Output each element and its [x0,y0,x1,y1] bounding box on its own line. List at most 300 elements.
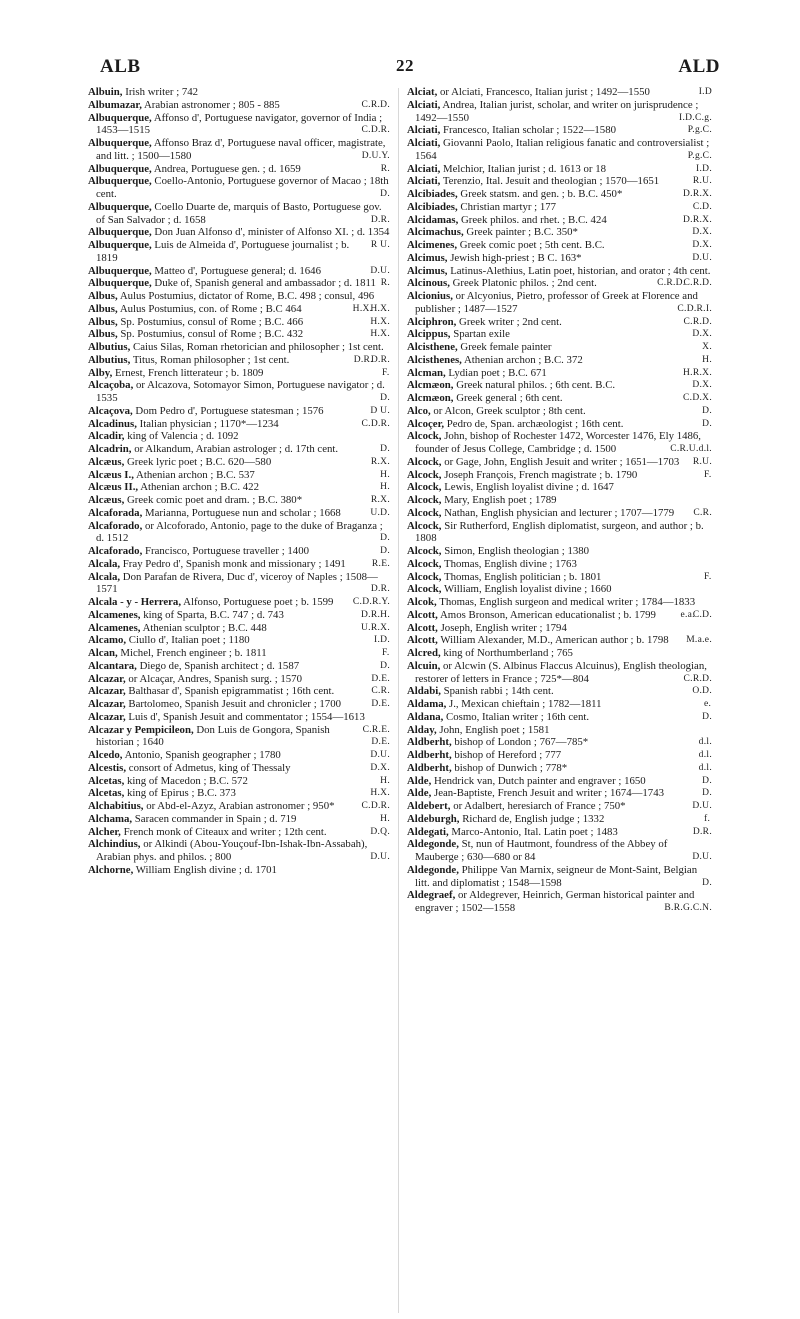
entry-description: Athenian archon ; B.C. 422 [140,481,259,494]
dictionary-entry [88,469,390,482]
entry-description: Alfonso, Portuguese poet ; b. 1599 [183,596,334,608]
entry-source-codes: R.X. [370,495,390,505]
entry-headword: Alcala, [88,557,121,570]
entry-description: Christian martyr ; 177 [460,200,557,213]
entry-headword: Alcibiades, [407,200,458,213]
entry-description: or Alcyonius, Pietro, professor of Greek at Florence and publisher ; 1487—1527 [415,290,698,315]
dictionary-entry [88,316,390,329]
entry-source-codes: D.R. [370,354,390,365]
entry-source-codes: D. [702,405,712,416]
dictionary-entry [88,673,390,686]
entry-headword: Albuquerque, [88,277,152,290]
entry-source-codes: D.X. [692,329,712,340]
entry-source-codes: F. [704,571,712,582]
entry-source-codes: D. [380,393,390,403]
dictionary-entry [407,328,712,341]
dictionary-entry [407,239,712,252]
entry-source-codes: R. [380,163,390,174]
entry-source-codes: H.R.X. [683,367,712,378]
entry-source-codes: H.X. [370,788,390,799]
dictionary-entry [407,864,712,890]
entry-source-codes: D.X. [692,227,712,238]
entry-headword: Alcisthenes, [407,353,462,366]
dictionary-entry [88,647,390,660]
entry-headword: Albus, [88,315,118,328]
entry-source-codes: D.U. [370,750,390,760]
entry-description: Arabian astronomer ; 805 - 885 [144,98,280,111]
entry-headword: Alcantara, [88,659,137,672]
entry-headword: Alcimus, [407,251,448,264]
entry-description: Melchior, Italian jurist ; d. 1613 or 18 [443,162,606,175]
entry-source-codes: C.R. [371,686,390,697]
entry-headword: Alcott, [407,608,438,621]
entry-description: Greek natural philos. ; 6th cent. B.C. [456,379,616,392]
entry-headword: Alcock, [407,557,442,570]
dictionary-entry [88,443,390,456]
dictionary-entry [407,316,712,329]
entry-description: king of Epirus ; B.C. 373 [126,787,236,800]
entry-headword: Alcala - y - Herrera, [88,596,182,608]
entry-headword: Albuquerque, [88,162,152,175]
entry-description: Don Parafan de Rivera, Duc d', viceroy of Naples ; 1508—1571 [96,570,378,596]
entry-source-codes: D. [380,660,390,671]
dictionary-entry [88,864,390,877]
right-column [407,86,712,1311]
dictionary-entry [88,265,390,278]
entry-headword: Aldberht, [407,761,452,774]
entry-source-codes: X. [702,342,712,352]
entry-description: or Alciati, Francesco, Italian jurist ; 1492—1550 [440,86,650,98]
entry-source-codes: O.D. [692,686,712,697]
dictionary-entry [88,99,390,112]
dictionary-entry [407,647,712,660]
dictionary-entry [407,405,712,418]
entry-headword: Alchorne, [88,863,134,876]
entry-description: Athenian archon ; B.C. 537 [136,468,255,481]
entry-description: Affonso Braz d', Portuguese naval officer, magistrate, and litt. ; 1500—1580 [96,137,386,162]
entry-headword: Aldana, [407,710,444,723]
dictionary-entry [407,392,712,405]
dictionary-entry [407,456,712,469]
entry-source-codes: H.X. [370,329,390,340]
dictionary-entry [88,86,390,99]
dictionary-entry [407,800,712,813]
header-first-guide-word: ALB [100,56,141,77]
entry-description: Matteo d', Portuguese general; d. 1646 [154,264,321,277]
entry-source-codes: e. [704,699,712,709]
dictionary-entry [88,634,390,647]
entry-headword: Alchabitius, [88,800,144,812]
entry-headword: Alcimus, [407,264,448,277]
entry-headword: Alcott, [407,621,438,634]
entry-description: Greek philos. and rhet. ; B.C. 424 [461,213,607,226]
dictionary-entry [407,137,712,163]
entry-description: Hendrick van, Dutch painter and engraver ; 1650 [434,774,646,787]
entry-description: Latinus-Alethius, Latin poet, historian, and orator ; 4th cent. [450,264,711,277]
dictionary-entry [407,188,712,201]
entry-description: Joseph, English writer ; 1794 [440,621,567,634]
dictionary-entry [407,609,712,622]
entry-headword: Alcazar y Pempicileon, [88,723,194,736]
entry-source-codes: e.a. [680,609,695,620]
entry-headword: Alcamo, [88,634,127,647]
entry-headword: Alcuin, [407,659,441,672]
entry-description: Spanish rabbi ; 14th cent. [443,685,554,698]
entry-headword: Alciati, [407,98,441,111]
entry-headword: Alcisthene, [407,341,458,353]
entry-description: Andrea, Portuguese gen. ; d. 1659 [153,162,301,175]
dictionary-entry [407,175,712,188]
dictionary-entry [407,290,712,316]
dictionary-entry [88,775,390,788]
dictionary-entry [88,762,390,775]
entry-headword: Alcock, [407,570,442,583]
entry-headword: Alde, [407,787,432,800]
entry-headword: Aldeburgh, [407,812,460,825]
entry-headword: Aldegonde, [407,838,459,851]
entry-headword: Alcmæon, [407,379,454,392]
entry-description: Spartan exile [453,328,510,341]
entry-headword: Alciati, [407,162,441,175]
entry-source-codes: d.l. [698,750,712,760]
dictionary-entry [407,571,712,584]
dictionary-entry [407,724,712,737]
entry-headword: Alcoçer, [407,417,445,430]
entry-headword: Aldberht, [407,736,452,749]
entry-description: Don Luis de Gongora, Spanish historian ; 1640 [96,723,330,749]
entry-source-codes: H. [380,482,390,493]
entry-source-codes: D. [702,418,712,429]
header-last-guide-word: ALD [678,56,720,77]
entry-description: Cosmo, Italian writer ; 16th cent. [446,710,590,723]
entry-source-codes: d.l. [698,762,712,773]
entry-headword: Alchama, [88,812,133,825]
entry-description: Amos Bronson, American educationalist ; b. 1799 [440,608,656,621]
entry-source-codes: U.R.X. [361,622,390,633]
column-divider [398,88,399,1313]
entry-source-codes: D. [702,788,712,799]
entry-source-codes: D.Q. [370,826,390,837]
entry-description: Greek comic poet ; 5th cent. B.C. [459,239,605,251]
entry-headword: Alcippus, [407,328,451,341]
entry-source-codes: C.D.R.I. [677,303,712,314]
dictionary-entry [88,430,390,443]
entry-source-codes: D.R. [370,584,390,595]
entry-description: Francisco, Portuguese traveller ; 1400 [144,545,309,557]
dictionary-entry [407,124,712,137]
entry-source-codes: C.R.D. [683,316,712,327]
dictionary-entry [88,328,390,341]
entry-source-codes: R U. [370,240,390,250]
entry-description: Michel, French engineer ; b. 1811 [120,647,267,659]
entry-headword: Alcimenes, [407,239,458,251]
entry-description: Italian physician ; 1170*—1234 [139,417,279,430]
entry-source-codes: D.E. [371,737,390,748]
dictionary-entry [88,800,390,813]
dictionary-entry [88,175,390,201]
entry-description: Mary, English poet ; 1789 [444,494,557,506]
entry-description: or Alkindi (Abou-Youçouf-Ibn-Ishak-Ibn-Assabah), Arabian phys. and philos. ; 800 [96,838,368,863]
entry-headword: Alcaçoba, [88,379,134,392]
entry-description: bishop of Dunwich ; 778* [454,761,568,774]
entry-headword: Alcionius, [407,290,453,302]
entry-source-codes: C.D.R.Y. [352,597,390,607]
entry-headword: Alcibiades, [407,188,458,200]
entry-source-codes: B.R.G.C.N. [664,903,712,913]
entry-headword: Alcamenes, [88,621,141,634]
entry-headword: Albuin, [88,86,123,98]
dictionary-entry [88,456,390,469]
entry-description: or Alcon, Greek sculptor ; 8th cent. [433,404,586,417]
entry-description: king of Northumberland ; 765 [443,647,573,659]
entry-description: Terenzio, Ital. Jesuit and theologian ; 1570—1651 [442,175,660,188]
entry-description: Thomas, English politician ; b. 1801 [444,570,602,583]
entry-source-codes: I.D [698,87,712,97]
dictionary-entry [88,545,390,558]
dictionary-entry [88,596,390,609]
dictionary-entry [407,367,712,380]
entry-headword: Alcmæon, [407,392,454,404]
entry-source-codes: C.D.R. [361,801,390,811]
entry-headword: Albumazar, [88,98,142,111]
dictionary-entry [88,622,390,635]
entry-description: Athenian archon ; B.C. 372 [464,353,583,366]
dictionary-entry [407,775,712,788]
entry-description: Affonso d', Portuguese navigator, governor of India ; 1453—1515 [96,111,383,137]
dictionary-entry [407,736,712,749]
entry-description: William, English loyalist divine ; 1660 [444,583,612,596]
running-header [90,56,720,80]
dictionary-entry [88,520,390,546]
entry-source-codes: D.U.Y. [361,150,390,161]
dictionary-entry [88,494,390,507]
entry-headword: Alcetas, [88,774,125,787]
page-number: 22 [396,56,414,75]
dictionary-entry [88,660,390,673]
entry-headword: Alciati, [407,124,441,137]
entry-description: Athenian sculptor ; B.C. 448 [142,621,267,634]
entry-source-codes: D.U. [370,265,390,276]
entry-headword: Alcazar, [88,698,126,710]
entry-source-codes: F. [382,367,390,378]
dictionary-entry [407,163,712,176]
entry-source-codes: I.D. [374,635,390,646]
entry-source-codes: I.D. [696,163,712,174]
entry-description: or Adalbert, heresiarch of France ; 750* [453,800,626,812]
entry-source-codes: M.a.e. [686,635,712,646]
entry-description: French monk of Citeaux and writer ; 12th cent. [123,825,327,838]
dictionary-entry [407,545,712,558]
dictionary-entry [407,826,712,839]
entry-headword: Alcidamas, [407,213,459,226]
entry-description: Diego de, Spanish architect ; d. 1587 [139,659,300,672]
dictionary-entry [407,214,712,227]
entry-headword: Aldegonde, [407,863,459,876]
entry-source-codes: C.R.D. [683,278,712,289]
dictionary-entry [88,813,390,826]
entry-description: Aulus Postumius, con. of Rome ; B.C 464 [119,302,302,315]
dictionary-entry [88,609,390,622]
entry-headword: Alcadir, [88,430,125,443]
dictionary-entry [407,558,712,571]
entry-headword: Albutius, [88,341,131,353]
entry-description: Richard de, English judge ; 1332 [462,812,605,825]
entry-headword: Albuquerque, [88,175,152,188]
entry-source-codes: D U. [370,405,390,416]
entry-source-codes: D.E. [371,699,390,709]
entry-source-codes: F. [704,469,712,480]
entry-headword: Alcazar, [88,685,126,698]
dictionary-entry [88,379,390,405]
entry-headword: Alcman, [407,366,446,379]
entry-description: Saracen commander in Spain ; d. 719 [134,812,297,825]
entry-headword: Alcock, [407,494,442,506]
entry-source-codes: D.X. [692,380,712,391]
entry-headword: Albuquerque, [88,264,152,277]
dictionary-entry [88,698,390,711]
dictionary-entry [88,749,390,762]
entry-description: Aulus Postumius, dictator of Rome, B.C. 498 ; consul, 496 [119,290,375,302]
dictionary-entry [407,634,712,647]
entry-headword: Albuquerque, [88,226,152,239]
entry-source-codes: D.R. [353,354,373,365]
entry-description: or Alcaçar, Andres, Spanish surg. ; 1570 [128,672,302,685]
entry-headword: Alcaforada, [88,506,143,519]
entry-description: Joseph François, French magistrate ; b. 1790 [444,468,638,481]
entry-headword: Alcan, [88,647,118,659]
entry-headword: Aldegati, [407,825,449,838]
entry-description: Coello-Antonio, Portuguese governor of Macao ; 18th cent. [96,175,389,200]
entry-description: Luis d', Spanish Jesuit and commentator ; 1554—1613 [128,710,365,723]
entry-source-codes: D.X. [692,240,712,250]
entry-description: or Alcazova, Sotomayor Simon, Portuguese navigator ; d. 1535 [96,379,385,404]
entry-description: Don Juan Alfonso d', minister of Alfonso XI. ; d. 1354 [154,226,390,239]
dictionary-entry [407,660,712,686]
entry-description: Marco-Antonio, Ital. Latin poet ; 1483 [451,825,618,838]
dictionary-entry [407,711,712,724]
entry-headword: Alcadrin, [88,443,132,455]
entry-headword: Albus, [88,328,118,341]
entry-source-codes: H.X. [352,303,373,314]
entry-headword: Alchindius, [88,838,141,851]
entry-headword: Alcaforado, [88,545,143,557]
dictionary-entry [407,838,712,864]
entry-description: William Alexander, M.D., American author ; b. 1798 [440,634,669,647]
entry-description: Antonio, Spanish geographer ; 1780 [124,749,281,761]
entry-source-codes: D.R. [692,826,712,837]
entry-source-codes: C.D. [692,201,712,212]
entry-description: Nathan, English physician and lecturer ; 1707—1779 [444,506,675,519]
dictionary-entry [88,558,390,571]
entry-description: John, bishop of Rochester 1472, Worcester 1476, Ely 1486, founder of Jesus College, Cambridge ; d. 1500 [415,430,702,455]
dictionary-entry [88,685,390,698]
entry-source-codes: d.l. [698,737,712,748]
entry-description: king of Valencia ; d. 1092 [127,430,239,443]
dictionary-entry [88,367,390,380]
entry-source-codes: C.R.D. [683,673,712,684]
entry-source-codes: H. [380,775,390,786]
entry-source-codes: C.R. [693,507,712,518]
dictionary-entry [407,762,712,775]
entry-headword: Alcala, [88,570,121,583]
entry-source-codes: D. [380,546,390,556]
entry-source-codes: D. [702,877,712,888]
entry-description: Caius Silas, Roman rhetorician and philosopher ; 1st cent. [133,341,384,353]
entry-description: consort of Admetus, king of Thessaly [128,761,291,774]
entry-description: Jean-Baptiste, French Jesuit and writer ; 1674—1743 [434,787,664,800]
dictionary-entry [407,813,712,826]
entry-source-codes: D.E. [371,673,390,684]
entry-source-codes: C.D.R. [361,125,390,136]
entry-description: Greek painter ; B.C. 350* [466,226,578,239]
dictionary-entry [407,481,712,494]
entry-description: Thomas, English surgeon and medical writer ; 1784—1833 [439,596,696,608]
dictionary-entry [407,583,712,596]
entry-headword: Albus, [88,290,118,302]
entry-source-codes: H. [380,469,390,480]
dictionary-entry [407,341,712,354]
entry-headword: Alcæus, [88,494,125,506]
dictionary-entry [407,494,712,507]
entry-description: Duke of, Spanish general and ambassador ; d. 1811 [154,277,376,290]
dictionary-entry [88,303,390,316]
entry-description: John, English poet ; 1581 [439,723,550,736]
entry-description: Ciullo d', Italian poet ; 1180 [128,634,250,647]
entry-description: Luis de Almeida d', Portuguese journalist ; b. 1819 [96,239,350,264]
dictionary-entry [88,481,390,494]
dictionary-entry [407,277,712,290]
dictionary-entry [407,99,712,125]
dictionary-entry [407,201,712,214]
entry-source-codes: C.R.E. [362,724,390,735]
entry-headword: Alcimachus, [407,226,464,239]
dictionary-entry [88,354,390,367]
entry-source-codes: D. [702,711,712,722]
entry-headword: Alcock, [407,545,442,557]
dictionary-entry [88,418,390,431]
entry-headword: Alcock, [407,468,442,481]
entry-description: Francesco, Italian scholar ; 1522—1580 [443,124,617,137]
entry-headword: Albuquerque, [88,137,152,149]
entry-source-codes: D. [702,775,712,786]
entry-headword: Alco, [407,404,431,417]
dictionary-entry [407,507,712,520]
entry-headword: Alciphron, [407,315,457,328]
entry-headword: Alcazar, [88,672,126,685]
entry-description: Irish writer ; 742 [125,86,199,98]
entry-source-codes: H. [380,813,390,824]
entry-headword: Alde, [407,774,432,787]
entry-description: Greek statsm. and gen. ; b. B.C. 450* [460,188,623,200]
entry-description: or Alkandum, Arabian astrologer ; d. 17th cent. [134,443,339,455]
entry-source-codes: H.X. [370,303,390,314]
dictionary-entry [88,137,390,163]
entry-headword: Alcaçova, [88,404,133,417]
dictionary-entry [88,277,390,290]
entry-description: J., Mexican chieftain ; 1782—1811 [449,698,602,710]
entry-description: Philippe Van Marnix, seigneur de Mont-Saint, Belgian litt. and diplomatist ; 1548—1598 [415,863,698,889]
dictionary-entry [88,571,390,597]
entry-description: Dom Pedro d', Portuguese statesman ; 1576 [135,404,324,417]
entry-headword: Alcinous, [407,277,450,290]
dictionary-entry [407,379,712,392]
entry-headword: Alciat, [407,86,438,98]
entry-source-codes: f. [704,813,711,824]
entry-source-codes: D.R.X. [683,214,712,225]
dictionary-entry [88,826,390,839]
entry-source-codes: R.E. [371,558,390,569]
dictionary-entry [88,112,390,138]
